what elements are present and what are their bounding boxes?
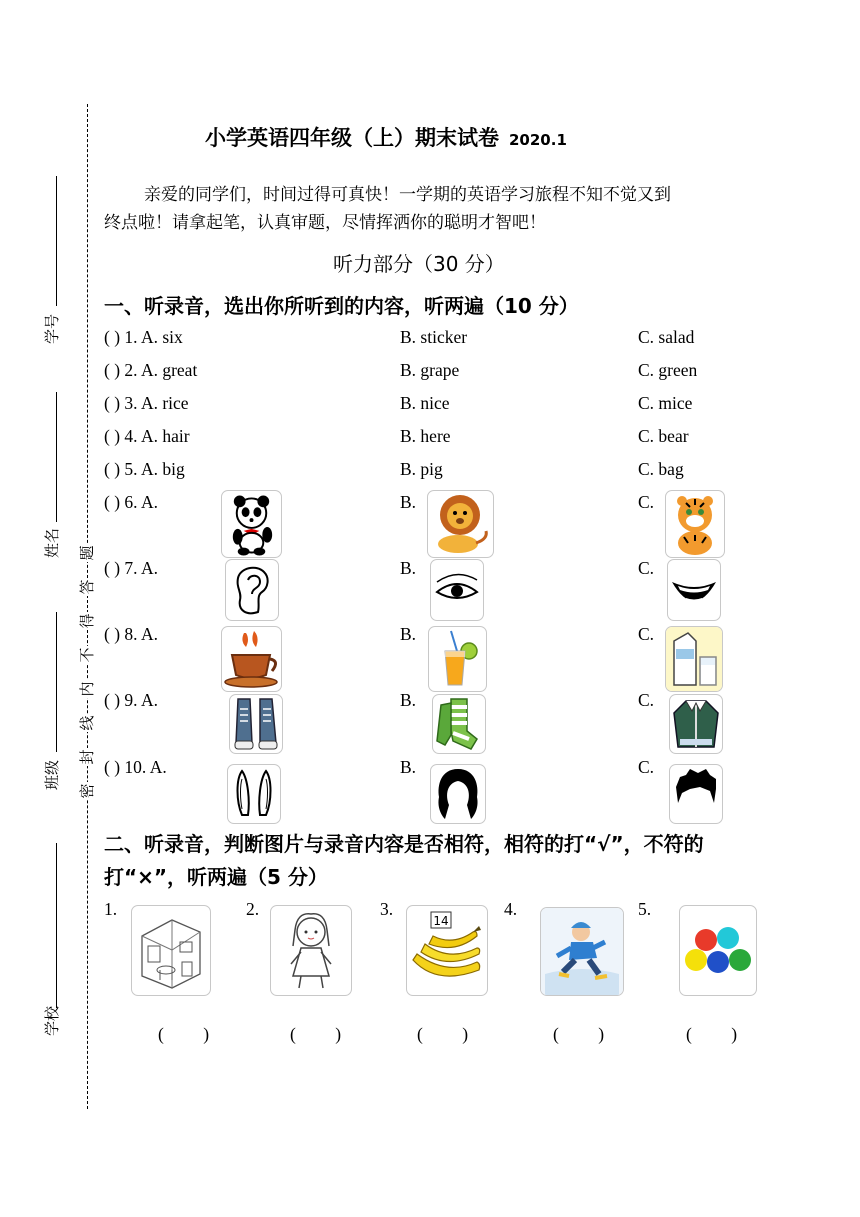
school-line	[56, 843, 57, 1008]
intro-line-2: 终点啦！请拿起笔，认真审题，尽情挥洒你的聪明才智吧！	[104, 213, 546, 233]
seal-char: 不	[78, 647, 96, 663]
ear-icon	[225, 559, 279, 621]
lion-icon	[427, 490, 494, 558]
name-line	[56, 392, 57, 522]
option-c: C. bear	[638, 426, 689, 446]
option-b: B.	[400, 558, 417, 578]
eye-icon	[430, 559, 484, 621]
question-stem: ( ) 3. A. rice	[104, 393, 189, 413]
seal-char: 得	[78, 613, 96, 629]
question-stem: ( ) 8. A.	[104, 624, 158, 644]
binding-dashed-line	[87, 104, 88, 1109]
listening-part-title: 听力部分（30 分）	[333, 252, 505, 276]
section1-title: 一、听录音，选出你所听到的内容，听两遍（10 分）	[104, 294, 579, 318]
title-text: 小学英语四年级（上）期末试卷	[205, 126, 499, 150]
short-hair-icon	[669, 764, 723, 824]
option-c: C. green	[638, 360, 698, 380]
option-c: C.	[638, 558, 655, 578]
question-stem: ( ) 4. A. hair	[104, 426, 190, 446]
answer-blank[interactable]: ( )	[553, 1024, 605, 1044]
answer-blank[interactable]: ( )	[686, 1024, 738, 1044]
option-b: B.	[400, 757, 417, 777]
class-line	[56, 612, 57, 752]
bananas-icon	[406, 905, 488, 996]
class-label: 班级	[43, 759, 62, 791]
section2-title-line-1: 二、听录音，判断图片与录音内容是否相符，相符的打“√”，不符的	[104, 832, 704, 856]
student-id-label: 学号	[43, 313, 62, 345]
exam-title	[205, 122, 567, 152]
school-label: 学校	[43, 1005, 62, 1037]
option-c: C. bag	[638, 459, 684, 479]
option-c: C. mice	[638, 393, 693, 413]
item-number: 5.	[638, 899, 652, 919]
question-row	[104, 360, 784, 390]
option-b: B.	[400, 492, 417, 512]
student-id-line	[56, 176, 57, 306]
jacket-icon	[669, 694, 723, 754]
mouth-icon	[667, 559, 721, 621]
long-hair-icon	[430, 764, 486, 824]
tea-icon	[221, 626, 282, 692]
name-label: 姓名	[43, 527, 62, 559]
option-b: B. grape	[400, 360, 460, 380]
socks-icon	[432, 694, 486, 754]
option-b: B. here	[400, 426, 451, 446]
item-number: 4.	[504, 899, 518, 919]
option-b: B.	[400, 690, 417, 710]
question-stem: ( ) 10. A.	[104, 757, 167, 777]
balls-icon	[679, 905, 757, 996]
question-row	[104, 327, 784, 357]
rabbit-ears-icon	[227, 764, 281, 824]
option-c: C.	[638, 690, 655, 710]
item-number: 3.	[380, 899, 394, 919]
question-stem: ( ) 9. A.	[104, 690, 158, 710]
question-row	[104, 393, 784, 423]
intro-line-1: 亲爱的同学们，时间过得可真快！一学期的英语学习旅程不知不觉又到	[144, 185, 671, 205]
panda-icon	[221, 490, 282, 558]
milk-icon	[665, 626, 723, 692]
juice-icon	[428, 626, 487, 692]
question-stem: ( ) 6. A.	[104, 492, 158, 512]
doll-icon	[270, 905, 352, 996]
question-stem: ( ) 2. A. great	[104, 360, 198, 380]
question-row	[104, 426, 784, 456]
intro-paragraph	[104, 181, 784, 237]
seal-char: 密	[78, 783, 96, 799]
seal-char: 线	[78, 715, 96, 731]
option-b: B. nice	[400, 393, 450, 413]
exam-year: 2020.1	[509, 131, 567, 149]
item-number: 1.	[104, 899, 118, 919]
option-c: C.	[638, 757, 655, 777]
seal-char: 封	[78, 749, 96, 765]
option-c: C.	[638, 624, 655, 644]
answer-blank[interactable]: ( )	[290, 1024, 342, 1044]
question-row	[104, 459, 784, 489]
question-stem: ( ) 7. A.	[104, 558, 158, 578]
banana-count-label: 14	[433, 914, 449, 928]
question-stem: ( ) 5. A. big	[104, 459, 185, 479]
option-b: B. pig	[400, 459, 443, 479]
section2-title-line-2: 打“×”，听两遍（5 分）	[104, 865, 328, 889]
option-b: B.	[400, 624, 417, 644]
option-c: C. salad	[638, 327, 695, 347]
option-b: B. sticker	[400, 327, 468, 347]
tiger-icon	[665, 490, 725, 558]
room-icon	[131, 905, 211, 996]
answer-blank[interactable]: ( )	[158, 1024, 210, 1044]
seal-char: 题	[78, 545, 96, 561]
skating-boy-icon	[540, 907, 624, 996]
seal-char: 内	[78, 681, 96, 697]
answer-blank[interactable]: ( )	[417, 1024, 469, 1044]
shoes-icon	[229, 694, 283, 754]
item-number: 2.	[246, 899, 260, 919]
seal-char: 答	[78, 579, 96, 595]
question-stem: ( ) 1. A. six	[104, 327, 183, 347]
option-c: C.	[638, 492, 655, 512]
